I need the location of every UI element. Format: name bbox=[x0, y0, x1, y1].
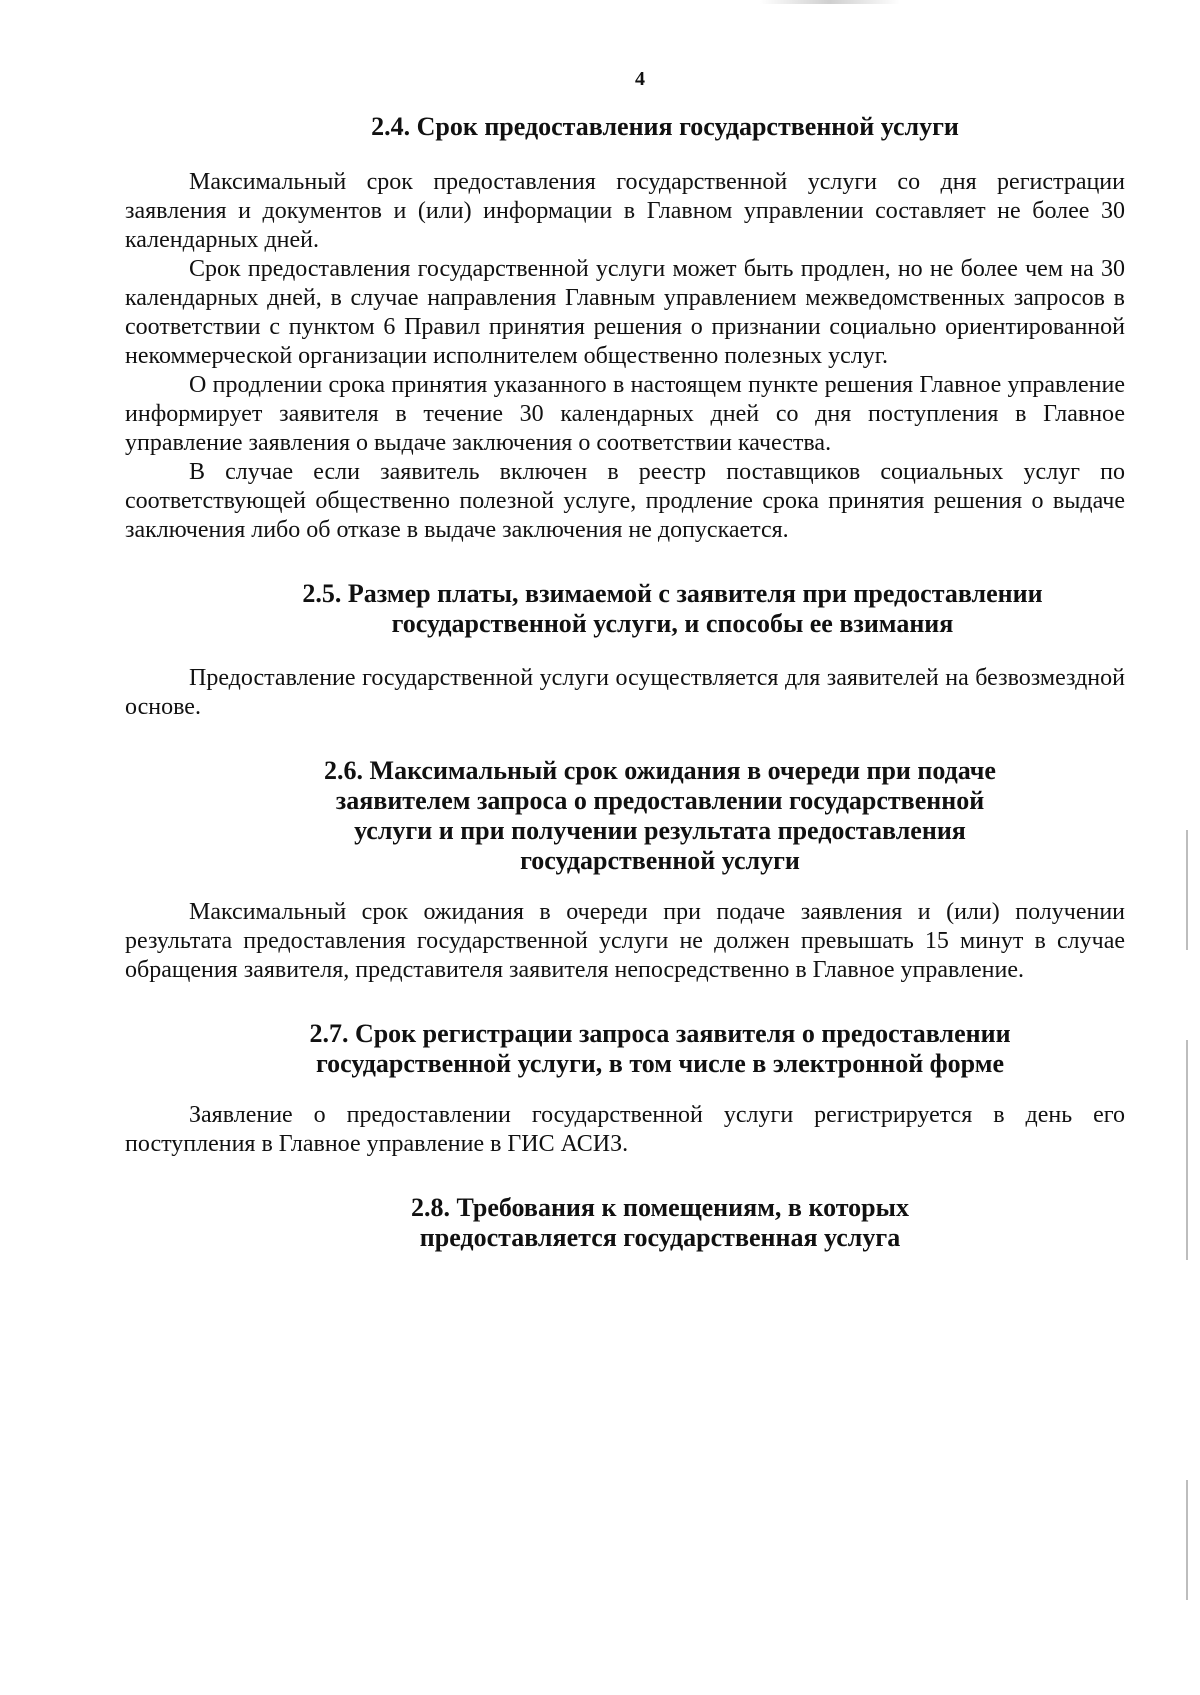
page-number: 4 bbox=[635, 68, 645, 90]
section-2-5 bbox=[125, 579, 1125, 722]
section-2-6 bbox=[125, 756, 1125, 985]
section-2-4 bbox=[125, 112, 1125, 545]
section-2-8 bbox=[125, 1193, 1125, 1253]
section-title-line: государственной услуги, в том числе в электронной форме bbox=[316, 1049, 1004, 1078]
section-title bbox=[125, 1019, 1125, 1079]
section-title-line: услуги и при получении результата предоставления bbox=[354, 816, 966, 845]
scan-artifact bbox=[1186, 830, 1188, 950]
section-title bbox=[125, 579, 1125, 639]
section-title-line: 2.6. Максимальный срок ожидания в очереди при подаче bbox=[324, 756, 996, 785]
section-title-line: 2.8. Требования к помещениям, в которых bbox=[411, 1193, 909, 1222]
section-title-line: заявителем запроса о предоставлении государственной bbox=[335, 786, 985, 815]
paragraph: О продлении срока принятия указанного в настоящем пункте решения Главное управление информирует заявителя в течение 30 календарных дней со дня поступления в Главное управление заявления о выдаче заключения о соответствии качества. bbox=[125, 372, 1125, 456]
scan-artifact bbox=[1186, 1040, 1188, 1260]
scan-artifact bbox=[760, 0, 900, 4]
section-title bbox=[125, 112, 1125, 142]
section-title-line: государственной услуги bbox=[520, 846, 800, 875]
section-title-line: предоставляется государственная услуга bbox=[419, 1223, 901, 1252]
document-body bbox=[125, 112, 1125, 1253]
paragraph: В случае если заявитель включен в реестр поставщиков социальных услуг по соответствующей общественно полезной услуге, продление срока принятия решения о выдаче заключения либо об отказе в выдаче заключения не допускается. bbox=[125, 459, 1125, 543]
section-title-line: 2.4. Срок предоставления государственной услуги bbox=[371, 112, 959, 141]
section-2-7 bbox=[125, 1019, 1125, 1159]
paragraph: Максимальный срок предоставления государственной услуги со дня регистрации заявления и документов и (или) информации в Главном управлении составляет не более 30 календарных дней. bbox=[125, 169, 1125, 253]
section-title bbox=[125, 756, 1125, 876]
paragraph: Срок предоставления государственной услуги может быть продлен, но не более чем на 30 календарных дней, в случае направления Главным управлением межведомственных запросов в соответствии с пунктом 6 Правил принятия решения о признании социально ориентированной некоммерческой организации исполнителем общественно полезных услуг. bbox=[125, 256, 1125, 369]
section-title-line: государственной услуги, и способы ее взимания bbox=[391, 609, 954, 638]
section-title bbox=[125, 1193, 1125, 1253]
paragraph: Предоставление государственной услуги осуществляется для заявителей на безвозмездной основе. bbox=[125, 665, 1125, 720]
paragraph: Заявление о предоставлении государственной услуги регистрируется в день его поступления в Главное управление в ГИС АСИЗ. bbox=[125, 1102, 1125, 1157]
section-title-line: 2.7. Срок регистрации запроса заявителя о предоставлении bbox=[309, 1019, 1011, 1048]
scan-artifact bbox=[1186, 1480, 1188, 1600]
paragraph: Максимальный срок ожидания в очереди при подаче заявления и (или) получении результата предоставления государственной услуги не должен превышать 15 минут в случае обращения заявителя, представителя заявителя непосредственно в Главное управление. bbox=[125, 899, 1125, 983]
section-title-line: 2.5. Размер платы, взимаемой с заявителя при предоставлении bbox=[302, 579, 1043, 608]
